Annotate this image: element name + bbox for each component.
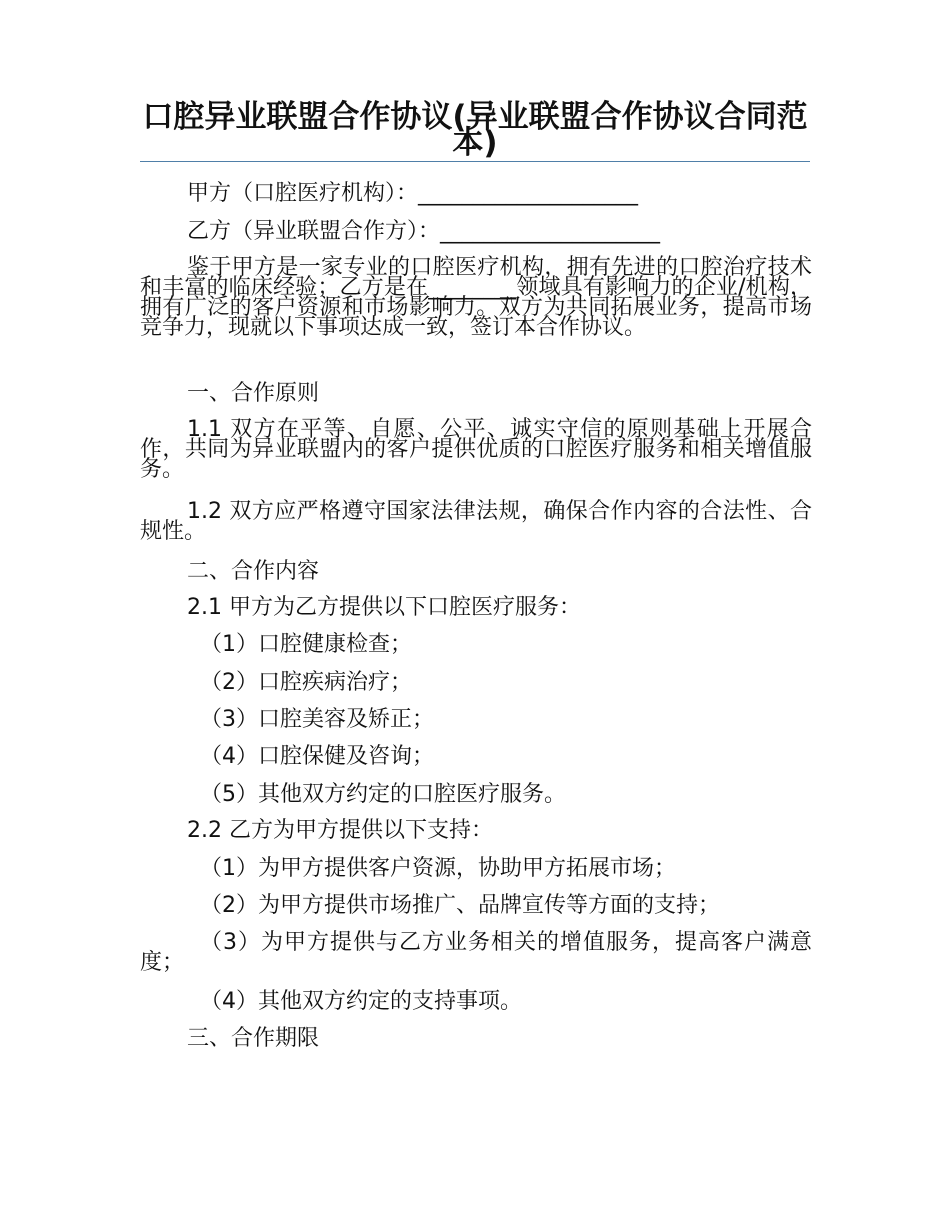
- party-a-line: 甲方（口腔医疗机构）：____________________: [187, 181, 639, 206]
- clause-1-1: 1.1 双方在平等、自愿、公平、诚实守信的原则基础上开展合作，共同为异业联盟内的客户提供优质的口腔医疗服务和相关增值服务。: [140, 417, 812, 482]
- preamble-paragraph: 鉴于甲方是一家专业的口腔医疗机构，拥有先进的口腔治疗技术和丰富的临床经验；乙方是在________领域具有影响力的企业/机构，拥有广泛的客户资源和市场影响力。双方为共同拓展业务，提高市场竞争力，现就以下事项达成一致，签订本合作协议。: [140, 255, 812, 340]
- service-b-item-3: （3）为甲方提供与乙方业务相关的增值服务，提高客户满意度；: [140, 930, 812, 975]
- clause-1-2: 1.2 双方应严格遵守国家法律法规，确保合作内容的合法性、合规性。: [140, 499, 812, 544]
- title-underline: [140, 161, 810, 162]
- service-a-item-5: （5）其他双方约定的口腔医疗服务。: [200, 782, 566, 807]
- service-b-item-4: （4）其他双方约定的支持事项。: [200, 989, 522, 1014]
- service-b-item-2: （2）为甲方提供市场推广、品牌宣传等方面的支持；: [200, 893, 720, 918]
- service-a-item-4: （4）口腔保健及咨询；: [200, 744, 434, 769]
- section-1-heading: 一、合作原则: [187, 381, 320, 406]
- section-3-heading: 三、合作期限: [187, 1026, 320, 1051]
- service-a-item-3: （3）口腔美容及矫正；: [200, 707, 434, 732]
- section-2-heading: 二、合作内容: [187, 559, 320, 584]
- clause-2-1: 2.1 甲方为乙方提供以下口腔医疗服务：: [187, 595, 581, 620]
- service-a-item-2: （2）口腔疾病治疗；: [200, 670, 412, 695]
- service-a-item-1: （1）口腔健康检查；: [200, 632, 412, 657]
- party-b-line: 乙方（异业联盟合作方）：____________________: [187, 219, 661, 244]
- service-b-item-1: （1）为甲方提供客户资源，协助甲方拓展市场；: [200, 856, 676, 881]
- clause-2-2: 2.2 乙方为甲方提供以下支持：: [187, 818, 493, 843]
- document-title: 口腔异业联盟合作协议(异业联盟合作协议合同范本): [142, 99, 808, 161]
